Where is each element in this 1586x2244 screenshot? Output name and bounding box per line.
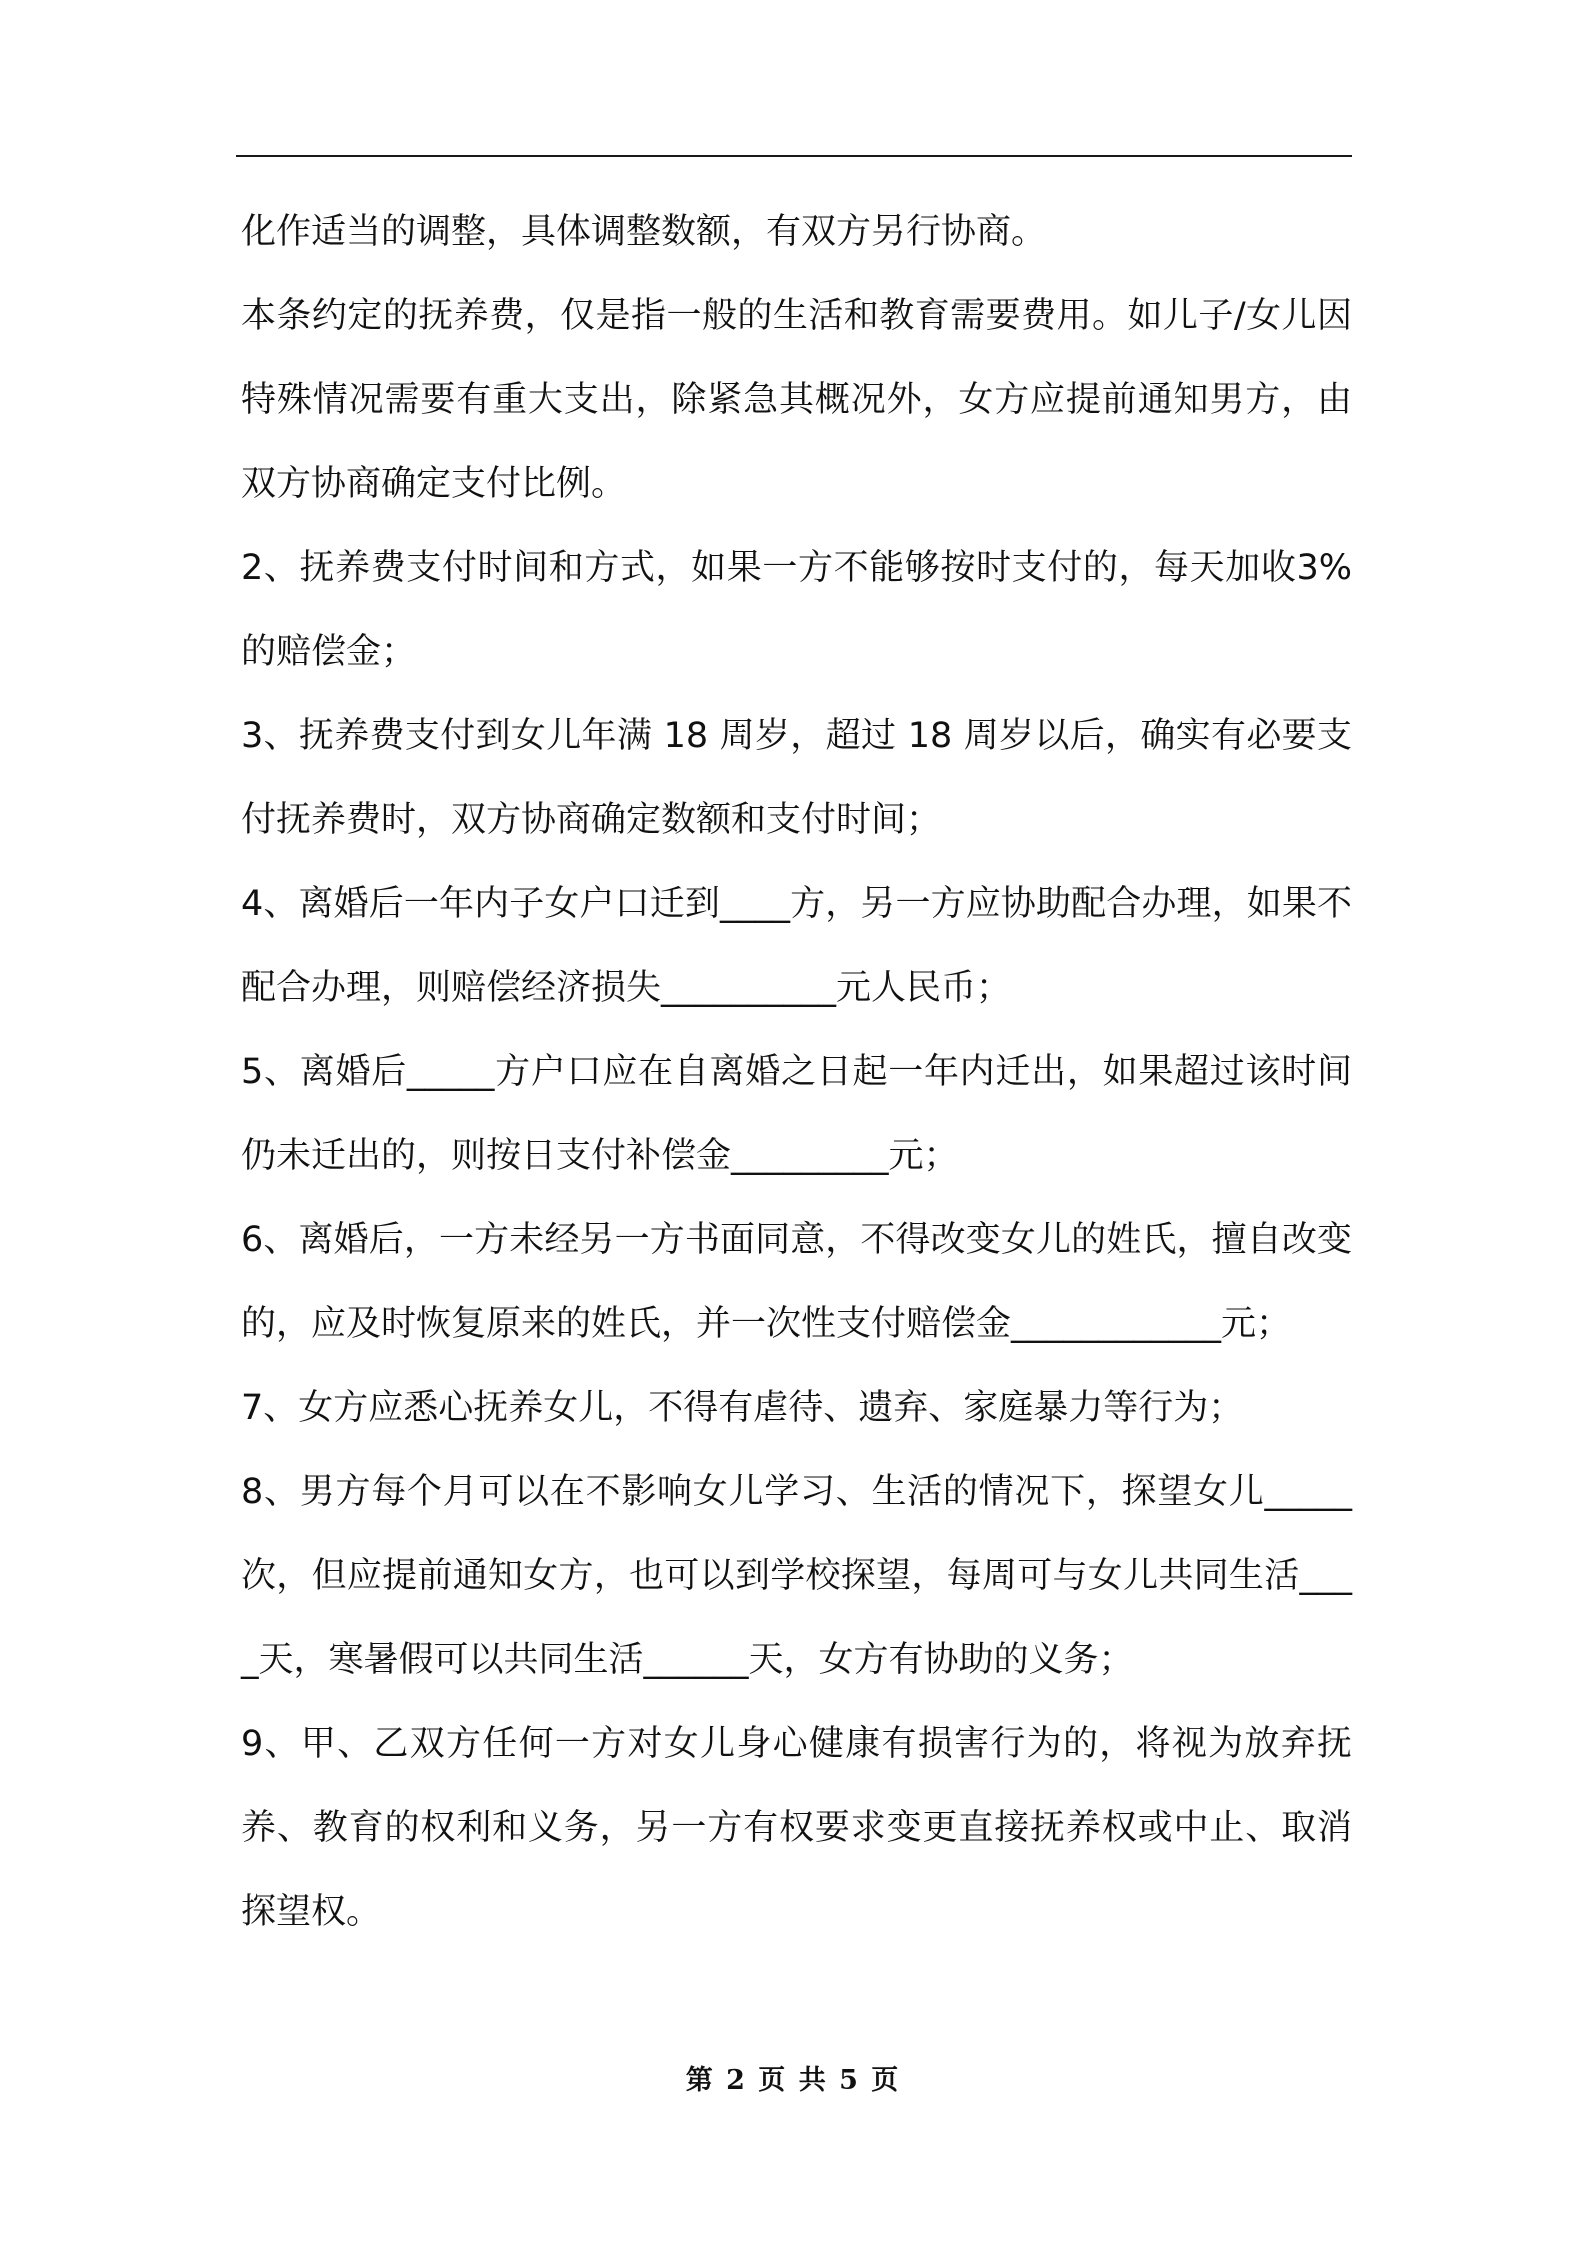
paragraph-support-scope: 本条约定的抚养费，仅是指一般的生活和教育需要费用。如儿子/女儿因特殊情况需要有重大支出，除紧急其概况外，女方应提前通知男方，由双方协商确定支付比例。 [241, 296, 1352, 504]
clause-2-payment-method: 2、抚养费支付时间和方式，如果一方不能够按时支付的，每天加收3%的赔偿金； [241, 548, 1352, 672]
clause-7-care-duty: 7、女方应悉心抚养女儿，不得有虐待、遗弃、家庭暴力等行为； [241, 1388, 1244, 1428]
page-number-footer: 第 2 页 共 5 页 [685, 2065, 901, 2096]
clause-5-household-move-out: 5、离婚后_____方户口应在自离婚之日起一年内迁出，如果超过该时间仍未迁出的，则按日支付补偿金_________元； [241, 1052, 1352, 1176]
document-body [241, 190, 1352, 1954]
paragraph-adjustment: 化作适当的调整，具体调整数额，有双方另行协商。 [241, 212, 1047, 252]
clause-3-payment-duration: 3、抚养费支付到女儿年满 18 周岁，超过 18 周岁以后，确实有必要支付抚养费时，双方协商确定数额和支付时间； [241, 716, 1352, 840]
clause-6-surname: 6、离婚后，一方未经另一方书面同意，不得改变女儿的姓氏，擅自改变的，应及时恢复原来的姓氏，并一次性支付赔偿金____________元； [241, 1220, 1352, 1344]
clause-4-child-household-registration: 4、离婚后一年内子女户口迁到____方，另一方应协助配合办理，如果不配合办理，则赔偿经济损失__________元人民币； [241, 884, 1352, 1008]
header-rule [236, 155, 1352, 157]
clause-9-harm-consequences: 9、甲、乙双方任何一方对女儿身心健康有损害行为的，将视为放弃抚养、教育的权利和义务，另一方有权要求变更直接抚养权或中止、取消探望权。 [241, 1724, 1352, 1932]
clause-8-visitation: 8、男方每个月可以在不影响女儿学习、生活的情况下，探望女儿_____次，但应提前通知女方，也可以到学校探望，每周可与女儿共同生活____天，寒暑假可以共同生活______天，女方有协助的义务； [241, 1472, 1352, 1680]
